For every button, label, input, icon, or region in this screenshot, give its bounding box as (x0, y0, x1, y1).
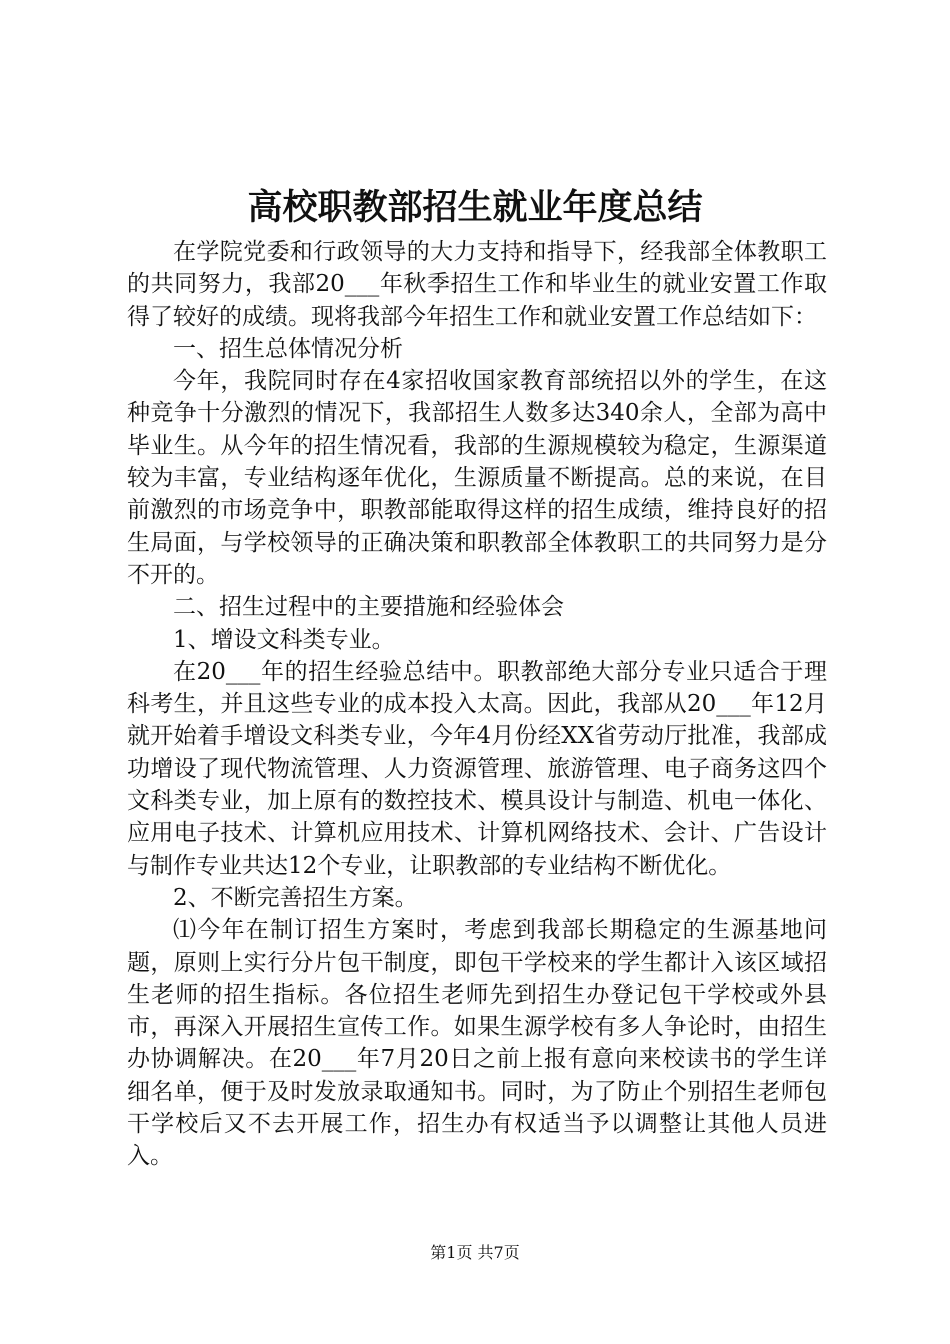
intro-paragraph: 在学院党委和行政领导的大力支持和指导下，经我部全体教职工的共同努力，我部20___年秋季招生工作和毕业生的就业安置工作取得了较好的成绩。现将我部今年招生工作和就业安置工作总结如下： (127, 239, 827, 330)
subsection-heading-2: 2、不断完善招生方案。 (173, 884, 418, 911)
document-body (127, 236, 827, 1173)
page-footer: 第1页 共7页 (430, 1243, 520, 1262)
section-1-paragraph: 今年，我院同时存在4家招收国家教育部统招以外的学生，在这种竞争十分激烈的情况下，我部招生人数多达340余人，全部为高中毕业生。从今年的招生情况看，我部的生源规模较为稳定，生源渠道较为丰富，专业结构逐年优化，生源质量不断提高。总的来说，在目前激烈的市场竞争中，职教部能取得这样的招生成绩，维持良好的招生局面，与学校领导的正确决策和职教部全体教职工的共同努力是分不开的。 (127, 368, 827, 588)
subsection-1-paragraph: 在20___年的招生经验总结中。职教部绝大部分专业只适合于理科考生，并且这些专业的成本投入太高。因此，我部从20___年12月就开始着手增设文科类专业，今年4月份经XX省劳动厅批准，我部成功增设了现代物流管理、人力资源管理、旅游管理、电子商务这四个文科类专业，加上原有的数控技术、模具设计与制造、机电一体化、应用电子技术、计算机应用技术、计算机网络技术、会计、广告设计与制作专业共达12个专业，让职教部的专业结构不断优化。 (127, 658, 827, 879)
section-heading-1: 一、招生总体情况分析 (173, 335, 403, 362)
subsection-heading-1: 1、增设文科类专业。 (173, 626, 395, 653)
document-title: 高校职教部招生就业年度总结 (247, 187, 703, 228)
subsection-2-paragraph: ⑴今年在制订招生方案时，考虑到我部长期稳定的生源基地问题，原则上实行分片包干制度，即包干学校来的学生都计入该区域招生老师的招生指标。各位招生老师先到招生办登记包干学校或外县市，再深入开展招生宣传工作。如果生源学校有多人争论时，由招生办协调解决。在20___年7月20日之前上报有意向来校读书的学生详细名单，便于及时发放录取通知书。同时，为了防止个别招生老师包干学校后又不去开展工作，招生办有权适当予以调整让其他人员进入。 (127, 917, 827, 1170)
section-heading-2: 二、招生过程中的主要措施和经验体会 (173, 594, 564, 621)
